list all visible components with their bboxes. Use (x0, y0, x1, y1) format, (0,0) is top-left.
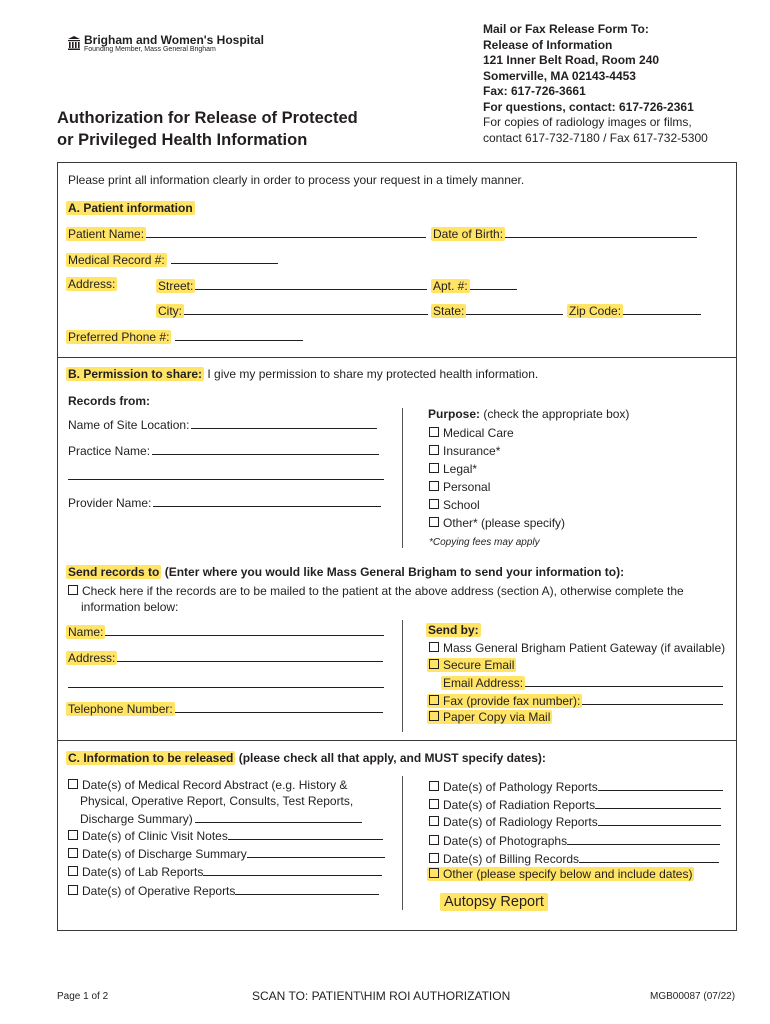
lab-reports-option[interactable] (68, 863, 382, 879)
purpose-insurance[interactable] (429, 444, 500, 458)
other-option[interactable] (427, 867, 694, 881)
purpose-legal[interactable] (429, 462, 477, 476)
checkbox[interactable] (68, 830, 78, 840)
paper-copy-text: Paper Copy via Mail (443, 710, 551, 724)
phone-field[interactable] (175, 328, 303, 341)
purpose-label-text: Other* (please specify) (443, 516, 566, 530)
city-field[interactable] (184, 302, 428, 315)
checkbox[interactable] (429, 427, 439, 437)
provider-label: Provider Name: (68, 496, 152, 510)
operative-option[interactable] (68, 882, 379, 898)
checkbox[interactable] (68, 779, 78, 789)
fax-field[interactable] (582, 692, 723, 705)
mail-to-patient-text: Check here if the records are to be mailed to the patient at the above address (section A), otherwise complete the (82, 584, 684, 598)
purpose-other[interactable] (429, 516, 565, 530)
dob-field[interactable] (505, 225, 697, 238)
purpose-personal[interactable] (429, 480, 490, 494)
hospital-building-icon (67, 35, 81, 51)
page-number: Page 1 of 2 (57, 991, 109, 1002)
discharge-field[interactable] (247, 845, 385, 858)
apt-field[interactable] (470, 277, 517, 290)
mail-line: contact 617-732-7180 / Fax 617-732-5300 (483, 130, 708, 145)
section-b-heading: B. Permission to share: (68, 367, 203, 381)
checkbox[interactable] (429, 463, 439, 473)
radiation-field[interactable] (595, 796, 721, 809)
option-text: Date(s) of Discharge Summary (82, 847, 247, 861)
recipient-address-label: Address: (68, 651, 116, 665)
mail-line: 121 Inner Belt Road, Room 240 (483, 53, 660, 67)
send-by-secure-email[interactable] (427, 658, 516, 672)
practice-field-continued[interactable] (68, 467, 384, 480)
send-records-label: Send records to (68, 565, 160, 579)
clinic-notes-field[interactable] (228, 827, 383, 840)
abstract-text: Date(s) of Medical Record Abstract (e.g. History & (82, 778, 348, 792)
purpose-label-text: Personal (443, 480, 491, 494)
mail-line: Somerville, MA 02143-4453 (483, 68, 636, 83)
section-c-heading-rest: (please check all that apply, and MUST specify dates): (235, 751, 546, 765)
recipient-name-field[interactable] (105, 623, 384, 636)
option-text: Date(s) of Operative Reports (82, 884, 236, 898)
send-by-divider (402, 620, 403, 732)
discharge-option[interactable] (68, 845, 385, 861)
provider-field[interactable] (153, 494, 381, 507)
address-label: Address: (68, 277, 116, 291)
checkbox[interactable] (68, 848, 78, 858)
state-field[interactable] (466, 302, 563, 315)
lab-reports-field[interactable] (203, 863, 382, 876)
pathology-field[interactable] (598, 778, 723, 791)
checkbox[interactable] (429, 853, 439, 863)
telephone-label: Telephone Number: (68, 702, 173, 716)
option-text: Date(s) of Clinic Visit Notes (82, 829, 228, 843)
purpose-label-text: Insurance* (443, 444, 501, 458)
site-label: Name of Site Location: (68, 418, 190, 432)
city-label: City: (158, 304, 182, 318)
practice-field[interactable] (152, 442, 379, 455)
checkbox[interactable] (429, 517, 439, 527)
checkbox[interactable] (429, 642, 439, 652)
mail-line: For copies of radiology images or films, (483, 115, 692, 129)
mail-line: For questions, contact: 617-726-2361 (483, 99, 694, 114)
option-text: Date(s) of Photographs (443, 834, 568, 848)
gateway-text: Mass General Brigham Patient Gateway (if available) (443, 641, 726, 655)
purpose-hint: (check the appropriate box) (480, 407, 630, 421)
apt-label: Apt. #: (433, 279, 468, 293)
checkbox[interactable] (429, 481, 439, 491)
scan-to-label: SCAN TO: PATIENT\HIM ROI AUTHORIZATION (252, 989, 511, 1003)
purpose-medical-care[interactable] (429, 426, 514, 440)
checkbox[interactable] (429, 499, 439, 509)
section-b-heading-rest: I give my permission to share my protected health information. (204, 367, 539, 381)
abstract-text-3: Discharge Summary) (80, 812, 193, 826)
form-code: MGB00087 (07/22) (650, 991, 736, 1002)
section-b-divider (402, 408, 403, 548)
fax-text: Fax (provide fax number): (443, 694, 581, 708)
hospital-logo (67, 33, 267, 57)
radiation-option[interactable] (429, 796, 721, 812)
mail-to-patient-option[interactable] (68, 584, 684, 598)
option-text: Date(s) of Radiology Reports (443, 815, 598, 829)
option-text: Date(s) of Radiation Reports (443, 798, 596, 812)
dob-label: Date of Birth: (433, 227, 504, 241)
site-field[interactable] (191, 416, 377, 429)
recipient-address-field-2[interactable] (68, 675, 384, 688)
mail-line: Mail or Fax Release Form To: (483, 22, 649, 36)
radiology-field[interactable] (598, 813, 721, 826)
abstract-option[interactable] (68, 778, 347, 792)
option-text: Date(s) of Billing Records (443, 852, 580, 866)
purpose-label-text: Legal* (443, 462, 478, 476)
copying-fees-note: *Copying fees may apply (429, 537, 540, 548)
checkbox[interactable] (429, 799, 439, 809)
logo-tagline: Founding Member, Mass General Brigham (84, 46, 216, 53)
purpose-label: Purpose: (428, 407, 481, 421)
patient-name-label: Patient Name: (68, 227, 145, 241)
option-text: Date(s) of Pathology Reports (443, 780, 598, 794)
recipient-name-label: Name: (68, 625, 104, 639)
checkbox[interactable] (429, 659, 439, 669)
mail-line: Fax: 617-726-3661 (483, 84, 586, 98)
abstract-text-2: Physical, Operative Report, Consults, Test Reports, (80, 794, 354, 808)
title-line-1: Authorization for Release of Protected (57, 109, 358, 127)
billing-option[interactable] (429, 850, 719, 866)
radiology-option[interactable] (429, 813, 721, 829)
operative-field[interactable] (235, 882, 379, 895)
mrn-field[interactable] (171, 251, 278, 264)
checkbox[interactable] (429, 781, 439, 791)
checkbox[interactable] (68, 585, 78, 595)
purpose-school[interactable] (429, 498, 480, 512)
checkbox[interactable] (429, 695, 439, 705)
send-by-gateway[interactable] (429, 641, 725, 655)
checkbox[interactable] (429, 445, 439, 455)
mrn-label: Medical Record #: (68, 253, 165, 267)
autopsy-report-entry[interactable]: Autopsy Report (440, 893, 548, 911)
pathology-option[interactable] (429, 778, 723, 794)
checkbox[interactable] (429, 711, 439, 721)
checkbox[interactable] (429, 868, 439, 878)
send-by-fax[interactable] (427, 692, 723, 708)
checkbox[interactable] (429, 816, 439, 826)
section-c-divider (402, 776, 403, 910)
mail-line: Release of Information (483, 37, 613, 52)
clinic-notes-option[interactable] (68, 827, 383, 843)
phone-label: Preferred Phone #: (68, 330, 170, 344)
form-title (57, 107, 358, 151)
billing-field[interactable] (579, 850, 719, 863)
checkbox[interactable] (68, 885, 78, 895)
records-from-label: Records from: (68, 394, 151, 408)
section-c-heading: C. Information to be released (68, 751, 234, 765)
section-a-heading: A. Patient information (68, 201, 193, 215)
secure-email-text: Secure Email (443, 658, 515, 672)
purpose-label-text: School (443, 498, 480, 512)
patient-name-field[interactable] (146, 225, 426, 238)
title-line-2: or Privileged Health Information (57, 131, 308, 149)
abstract-date-field[interactable] (195, 810, 362, 823)
zip-field[interactable] (623, 302, 701, 315)
send-by-label: Send by: (428, 623, 479, 637)
zip-label: Zip Code: (569, 304, 622, 318)
street-field[interactable] (195, 277, 427, 290)
logo-name: Brigham and Women's Hospital (84, 33, 264, 47)
intro-text: Please print all information clearly in order to process your request in a timely manner. (68, 173, 525, 187)
mail-to-patient-text-2: information below: (81, 600, 179, 614)
email-address-label: Email Address: (443, 676, 524, 690)
mail-block (483, 22, 708, 146)
option-text: Date(s) of Lab Reports (82, 865, 204, 879)
photographs-field[interactable] (567, 832, 720, 845)
checkbox[interactable] (429, 835, 439, 845)
photographs-option[interactable] (429, 832, 720, 848)
state-label: State: (433, 304, 465, 318)
send-records-rest: (Enter where you would like Mass General Brigham to send your information to): (161, 565, 625, 579)
checkbox[interactable] (68, 866, 78, 876)
option-text: Other (please specify below and include dates) (443, 867, 693, 881)
telephone-field[interactable] (175, 700, 383, 713)
email-address-field[interactable] (525, 674, 723, 687)
purpose-label-text: Medical Care (443, 426, 514, 440)
practice-label: Practice Name: (68, 444, 151, 458)
street-label: Street: (158, 279, 194, 293)
recipient-address-field[interactable] (117, 649, 383, 662)
send-by-paper[interactable] (427, 710, 552, 724)
